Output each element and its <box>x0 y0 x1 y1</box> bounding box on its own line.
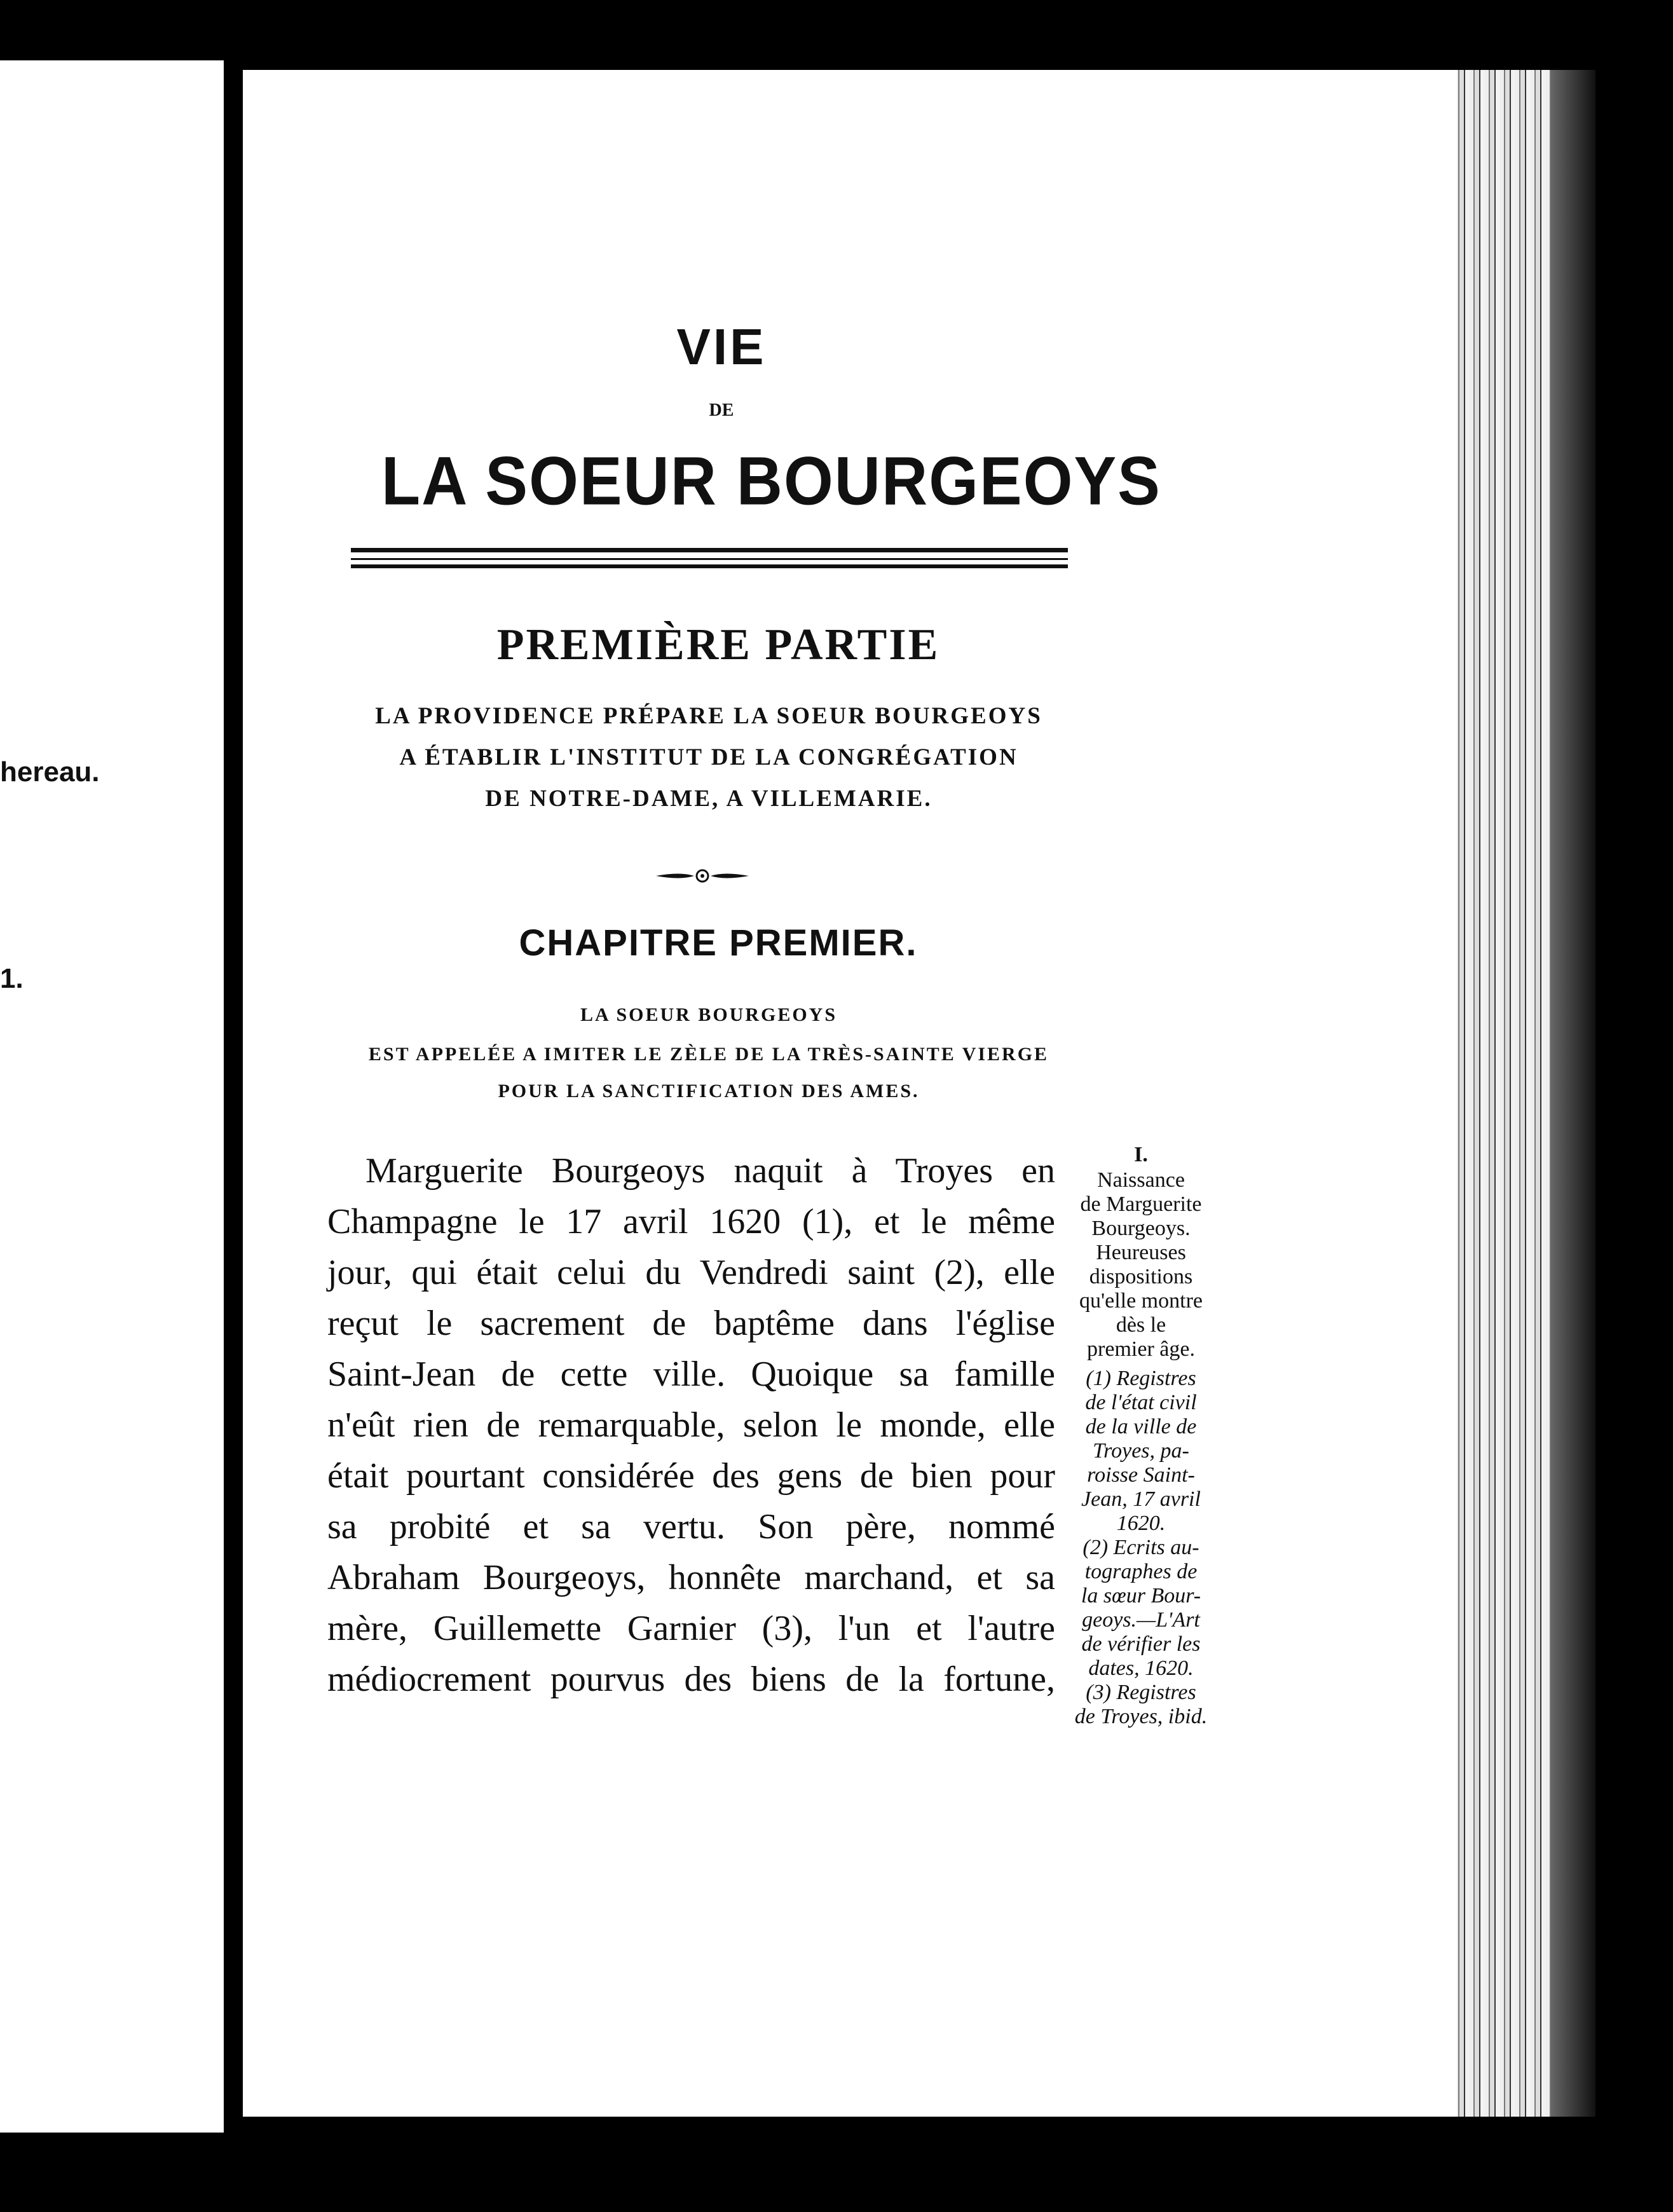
title-vie: VIE <box>676 318 767 375</box>
chapter-subtitle-line: POUR LA SANCTIFICATION DES AMES. <box>498 1081 920 1102</box>
body-text-line: Champagne le 17 avril 1620 (1), et le même <box>327 1202 1055 1241</box>
part-subtitle-line: LA PROVIDENCE PRÉPARE LA SOEUR BOURGEOYS <box>375 703 1042 729</box>
footnote-line: (2) Ecrits au- <box>1082 1536 1199 1559</box>
margin-note-line: premier âge. <box>1087 1337 1195 1361</box>
margin-note-line: de Marguerite <box>1080 1192 1202 1216</box>
title-rule <box>351 558 1068 560</box>
margin-note-line: Bourgeoys. <box>1091 1217 1191 1240</box>
footnote-line: dates, 1620. <box>1088 1656 1194 1680</box>
footnote-line: roisse Saint- <box>1087 1463 1195 1487</box>
margin-note-line: Naissance <box>1097 1168 1185 1192</box>
body-text-line: Saint-Jean de cette ville. Quoique sa famille <box>327 1355 1055 1394</box>
part-heading: PREMIÈRE PARTIE <box>496 620 940 669</box>
part-subtitle-line: DE NOTRE-DAME, A VILLEMARIE. <box>485 786 932 812</box>
footnote-line: de l'état civil <box>1085 1391 1197 1414</box>
title-rule <box>351 548 1068 552</box>
margin-note-line: qu'elle montre <box>1079 1289 1203 1313</box>
body-text-line: sa probité et sa vertu. Son père, nommé <box>327 1507 1055 1546</box>
body-text-line: était pourtant considérée des gens de bien pour <box>327 1456 1055 1496</box>
body-text-line: reçut le sacrement de baptême dans l'église <box>327 1304 1055 1343</box>
footnote-line: de Troyes, ibid. <box>1074 1705 1208 1728</box>
margin-note-line: dispositions <box>1089 1265 1193 1288</box>
left-page-fragment: hereau. <box>0 756 100 788</box>
ornament-divider <box>655 868 750 884</box>
left-page-fragment: 1. <box>0 963 24 994</box>
footnote-line: de vérifier les <box>1081 1632 1201 1656</box>
title-de: DE <box>709 400 734 420</box>
margin-note-line: I. <box>1134 1143 1148 1166</box>
footnote-line: de la ville de <box>1085 1415 1197 1438</box>
chapter-subtitle-line: LA SOEUR BOURGEOYS <box>580 1004 838 1025</box>
margin-note-line: Heureuses <box>1096 1241 1186 1264</box>
footnote-line: 1620. <box>1116 1512 1166 1535</box>
book-title: LA SOEUR BOURGEOYS <box>381 442 1161 520</box>
title-rule <box>351 564 1068 568</box>
margin-note-line: dès le <box>1116 1313 1166 1337</box>
book-edge-shadow <box>1551 70 1595 2117</box>
body-text-line: Abraham Bourgeoys, honnête marchand, et sa <box>327 1558 1055 1597</box>
body-text-line: médiocrement pourvus des biens de la fortune, <box>327 1660 1055 1699</box>
footnote-line: (1) Registres <box>1086 1367 1196 1390</box>
part-subtitle-line: A ÉTABLIR L'INSTITUT DE LA CONGRÉGATION <box>399 744 1018 770</box>
footnote-line: Troyes, pa- <box>1093 1439 1189 1463</box>
chapter-heading: CHAPITRE PREMIER. <box>519 922 918 964</box>
body-text-line: n'eût rien de remarquable, selon le monde, elle <box>327 1405 1055 1445</box>
footnote-line: Jean, 17 avril <box>1081 1487 1201 1511</box>
footnote-line: la sœur Bour- <box>1081 1584 1201 1608</box>
footnote-line: (3) Registres <box>1086 1681 1196 1704</box>
footnote-line: geoys.—L'Art <box>1082 1608 1200 1632</box>
previous-page <box>0 60 224 2133</box>
footnote-line: tographes de <box>1084 1560 1198 1583</box>
gutter <box>224 60 243 2133</box>
body-text-line: Marguerite Bourgeoys naquit à Troyes en <box>365 1151 1055 1191</box>
body-text-line: jour, qui était celui du Vendredi saint (2), elle <box>327 1253 1055 1292</box>
chapter-subtitle-line: EST APPELÉE A IMITER LE ZÈLE DE LA TRÈS-SAINTE VIERGE <box>368 1044 1049 1065</box>
body-text-line: mère, Guillemette Garnier (3), l'un et l'autre <box>327 1609 1055 1648</box>
